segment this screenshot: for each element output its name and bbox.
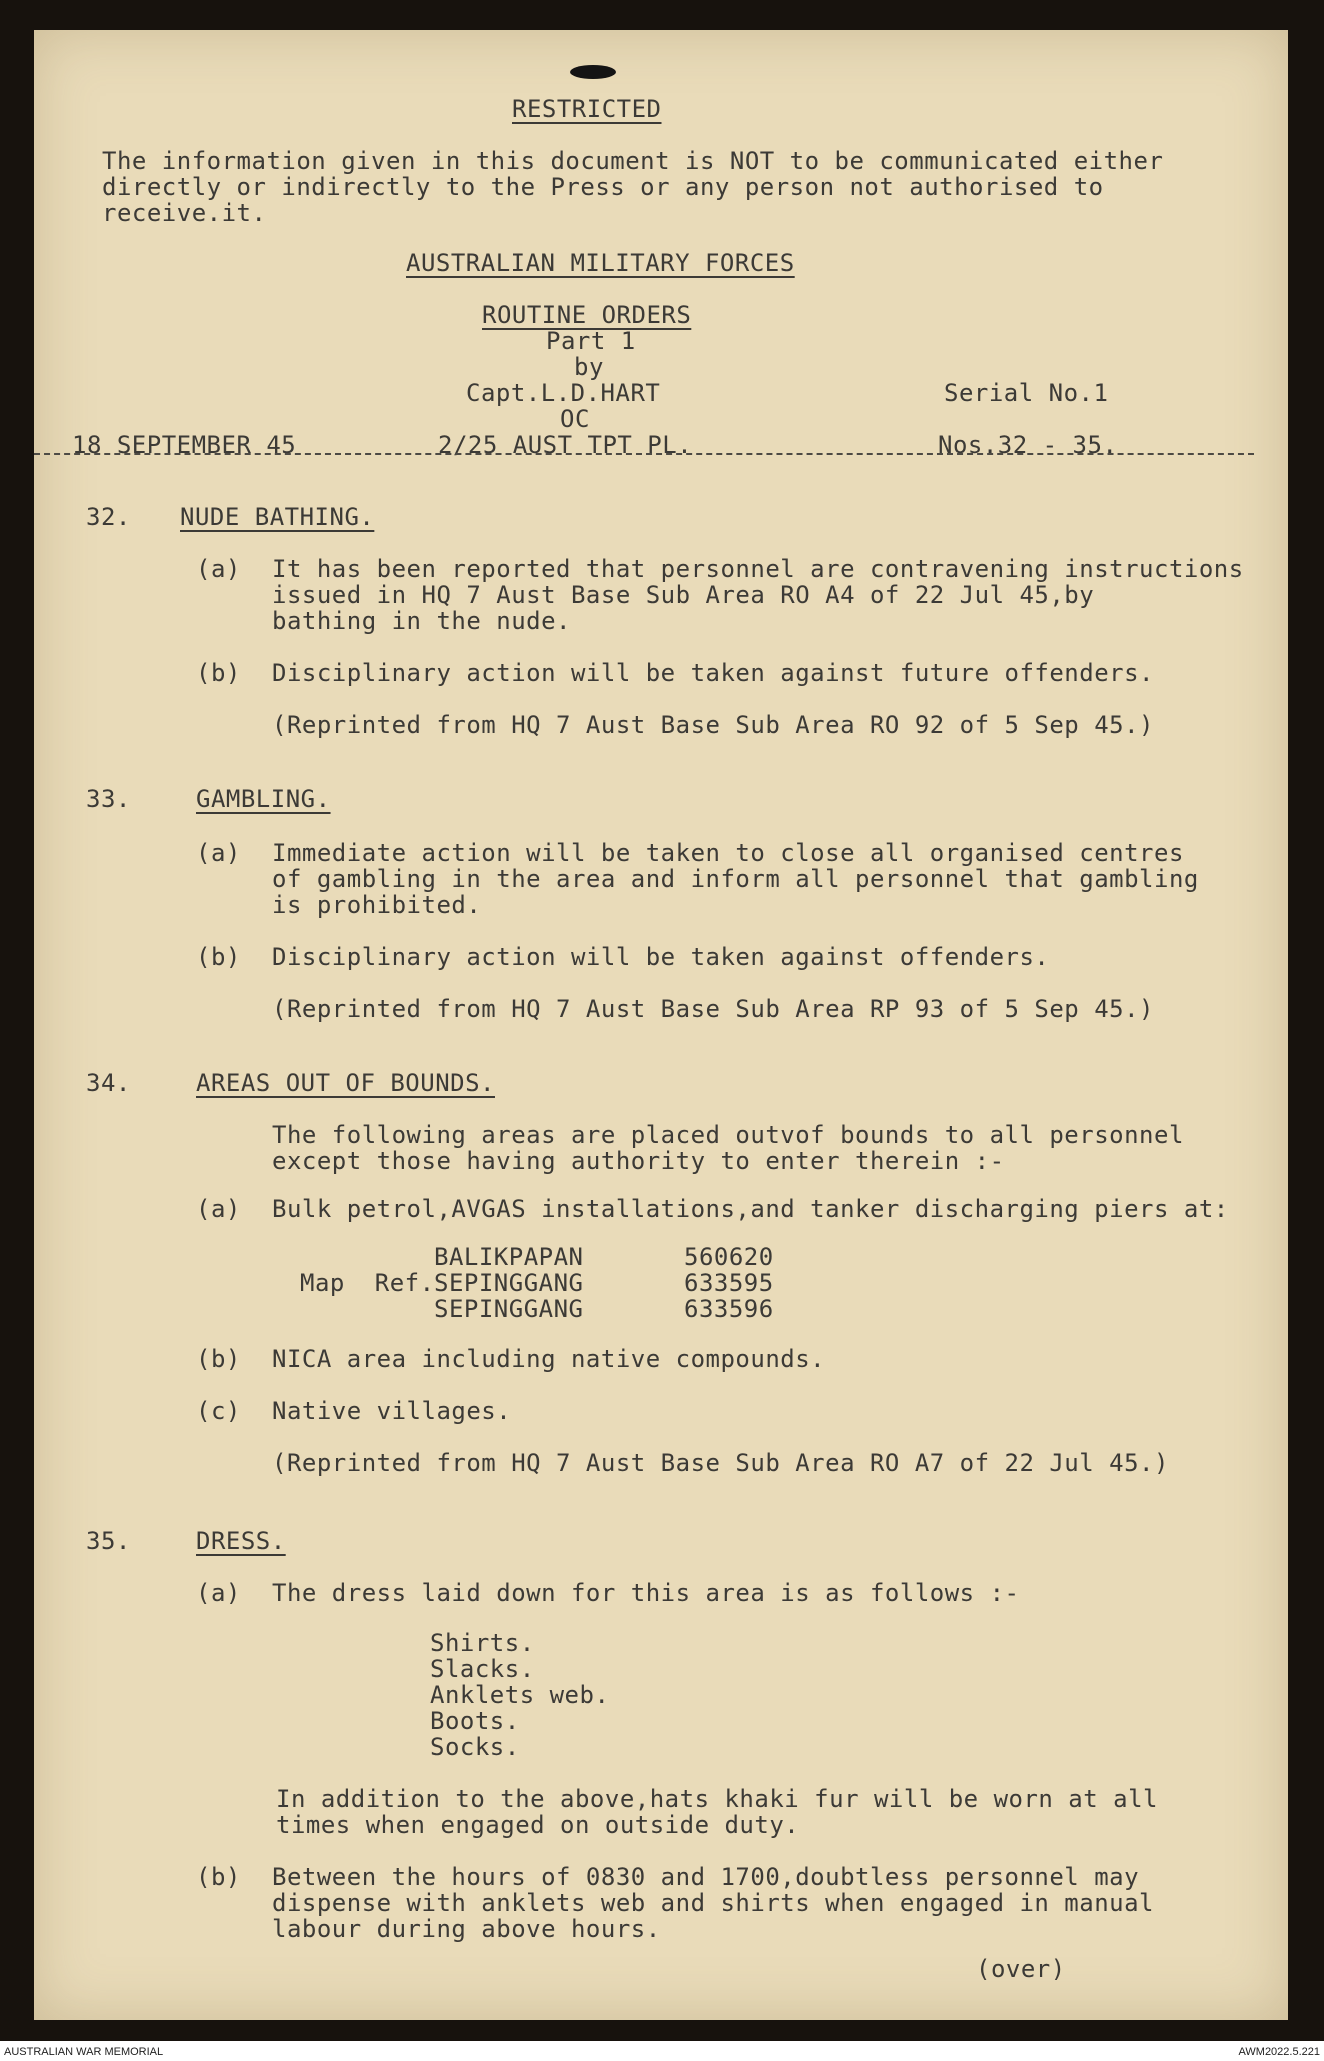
- dress-item-3: Anklets web.: [430, 1681, 610, 1709]
- section-35-addition-1: In addition to the above,hats khaki fur will be worn at all: [276, 1785, 1159, 1813]
- dress-item-5: Socks.: [430, 1733, 520, 1761]
- section-35-number: 35.: [86, 1527, 131, 1555]
- section-35-b-line-1: Between the hours of 0830 and 1700,doubtless personnel may: [272, 1863, 1140, 1891]
- map-ref-number-3: 633596: [684, 1295, 774, 1323]
- section-35-a-label: (a): [196, 1579, 241, 1607]
- serial-number: Serial No.1: [944, 379, 1109, 407]
- section-35-a-line: The dress laid down for this area is as follows :-: [272, 1579, 1020, 1607]
- map-ref-place-3: SEPINGGANG: [434, 1295, 584, 1323]
- section-35-addition-2: times when engaged on outside duty.: [276, 1811, 800, 1839]
- section-32-b-line: Disciplinary action will be taken against future offenders.: [272, 659, 1155, 687]
- section-32-a-line-1: It has been reported that personnel are contravening instructions: [272, 555, 1244, 583]
- section-34-reprint: (Reprinted from HQ 7 Aust Base Sub Area RO A7 of 22 Jul 45.): [272, 1449, 1169, 1477]
- notice-line-2: directly or indirectly to the Press or any person not authorised to: [102, 173, 1104, 201]
- footer-accession-number: AWM2022.5.221: [1238, 2046, 1320, 2058]
- notice-line-1: The information given in this document is NOT to be communicated either: [102, 147, 1164, 175]
- section-34-intro-1: The following areas are placed outvof bounds to all personnel: [272, 1121, 1184, 1149]
- section-32-number: 32.: [86, 503, 131, 531]
- section-34-b-label: (b): [196, 1345, 241, 1373]
- map-ref-number-1: 560620: [684, 1243, 774, 1271]
- map-ref-place-2: SEPINGGANG: [434, 1269, 584, 1297]
- footer-credit: AUSTRALIAN WAR MEMORIAL: [4, 2046, 164, 2058]
- unit-name: 2/25 AUST TPT PL.: [438, 431, 693, 459]
- section-33-heading: GAMBLING.: [196, 785, 331, 813]
- map-ref-label: Map Ref.: [300, 1269, 435, 1297]
- section-34-intro-2: except those having authority to enter therein :-: [272, 1147, 1005, 1175]
- section-33-a-line-3: is prohibited.: [272, 891, 482, 919]
- section-34-heading: AREAS OUT OF BOUNDS.: [196, 1069, 495, 1097]
- by-label: by: [574, 353, 604, 381]
- section-35-b-label: (b): [196, 1863, 241, 1891]
- section-33-number: 33.: [86, 785, 131, 813]
- section-34-c-label: (c): [196, 1397, 241, 1425]
- section-32-a-label: (a): [196, 555, 241, 583]
- section-35-b-line-3: labour during above hours.: [272, 1915, 661, 1943]
- section-33-a-label: (a): [196, 839, 241, 867]
- dress-item-4: Boots.: [430, 1707, 520, 1735]
- officer-name: Capt.L.D.HART: [466, 379, 661, 407]
- section-34-a-line: Bulk petrol,AVGAS installations,and tanker discharging piers at:: [272, 1195, 1229, 1223]
- ink-blot: [570, 65, 616, 79]
- section-34-c-line: Native villages.: [272, 1397, 512, 1425]
- section-32-reprint: (Reprinted from HQ 7 Aust Base Sub Area RO 92 of 5 Sep 45.): [272, 711, 1155, 739]
- notice-line-3: receive.it.: [102, 199, 267, 227]
- section-34-b-line: NICA area including native compounds.: [272, 1345, 826, 1373]
- section-34-number: 34.: [86, 1069, 131, 1097]
- section-32-heading: NUDE BATHING.: [180, 503, 375, 531]
- dress-item-1: Shirts.: [430, 1629, 535, 1657]
- order-numbers: Nos.32 - 35.: [938, 431, 1118, 459]
- classification-heading: RESTRICTED: [512, 95, 662, 123]
- map-ref-number-2: 633595: [684, 1269, 774, 1297]
- over-note: (over): [976, 1955, 1066, 1983]
- part-label: Part 1: [546, 327, 636, 355]
- section-33-a-line-1: Immediate action will be taken to close all organised centres: [272, 839, 1184, 867]
- section-32-a-line-3: bathing in the nude.: [272, 607, 571, 635]
- section-35-b-line-2: dispense with anklets web and shirts when engaged in manual: [272, 1889, 1155, 1917]
- order-date: 18 SEPTEMBER 45: [72, 431, 297, 459]
- section-33-b-label: (b): [196, 943, 241, 971]
- section-33-b-line: Disciplinary action will be taken against offenders.: [272, 943, 1050, 971]
- header-rule: [34, 453, 1254, 455]
- oc-label: OC: [560, 405, 590, 433]
- section-32-a-line-2: issued in HQ 7 Aust Base Sub Area RO A4 of 22 Jul 45,by: [272, 581, 1095, 609]
- map-ref-place-1: BALIKPAPAN: [434, 1243, 584, 1271]
- section-32-b-label: (b): [196, 659, 241, 687]
- section-33-reprint: (Reprinted from HQ 7 Aust Base Sub Area RP 93 of 5 Sep 45.): [272, 995, 1155, 1023]
- section-35-heading: DRESS.: [196, 1527, 286, 1555]
- dress-item-2: Slacks.: [430, 1655, 535, 1683]
- organisation-heading: AUSTRALIAN MILITARY FORCES: [406, 249, 795, 277]
- section-33-a-line-2: of gambling in the area and inform all personnel that gambling: [272, 865, 1199, 893]
- document-page: [34, 30, 1288, 2020]
- orders-title: ROUTINE ORDERS: [482, 301, 692, 329]
- section-34-a-label: (a): [196, 1195, 241, 1223]
